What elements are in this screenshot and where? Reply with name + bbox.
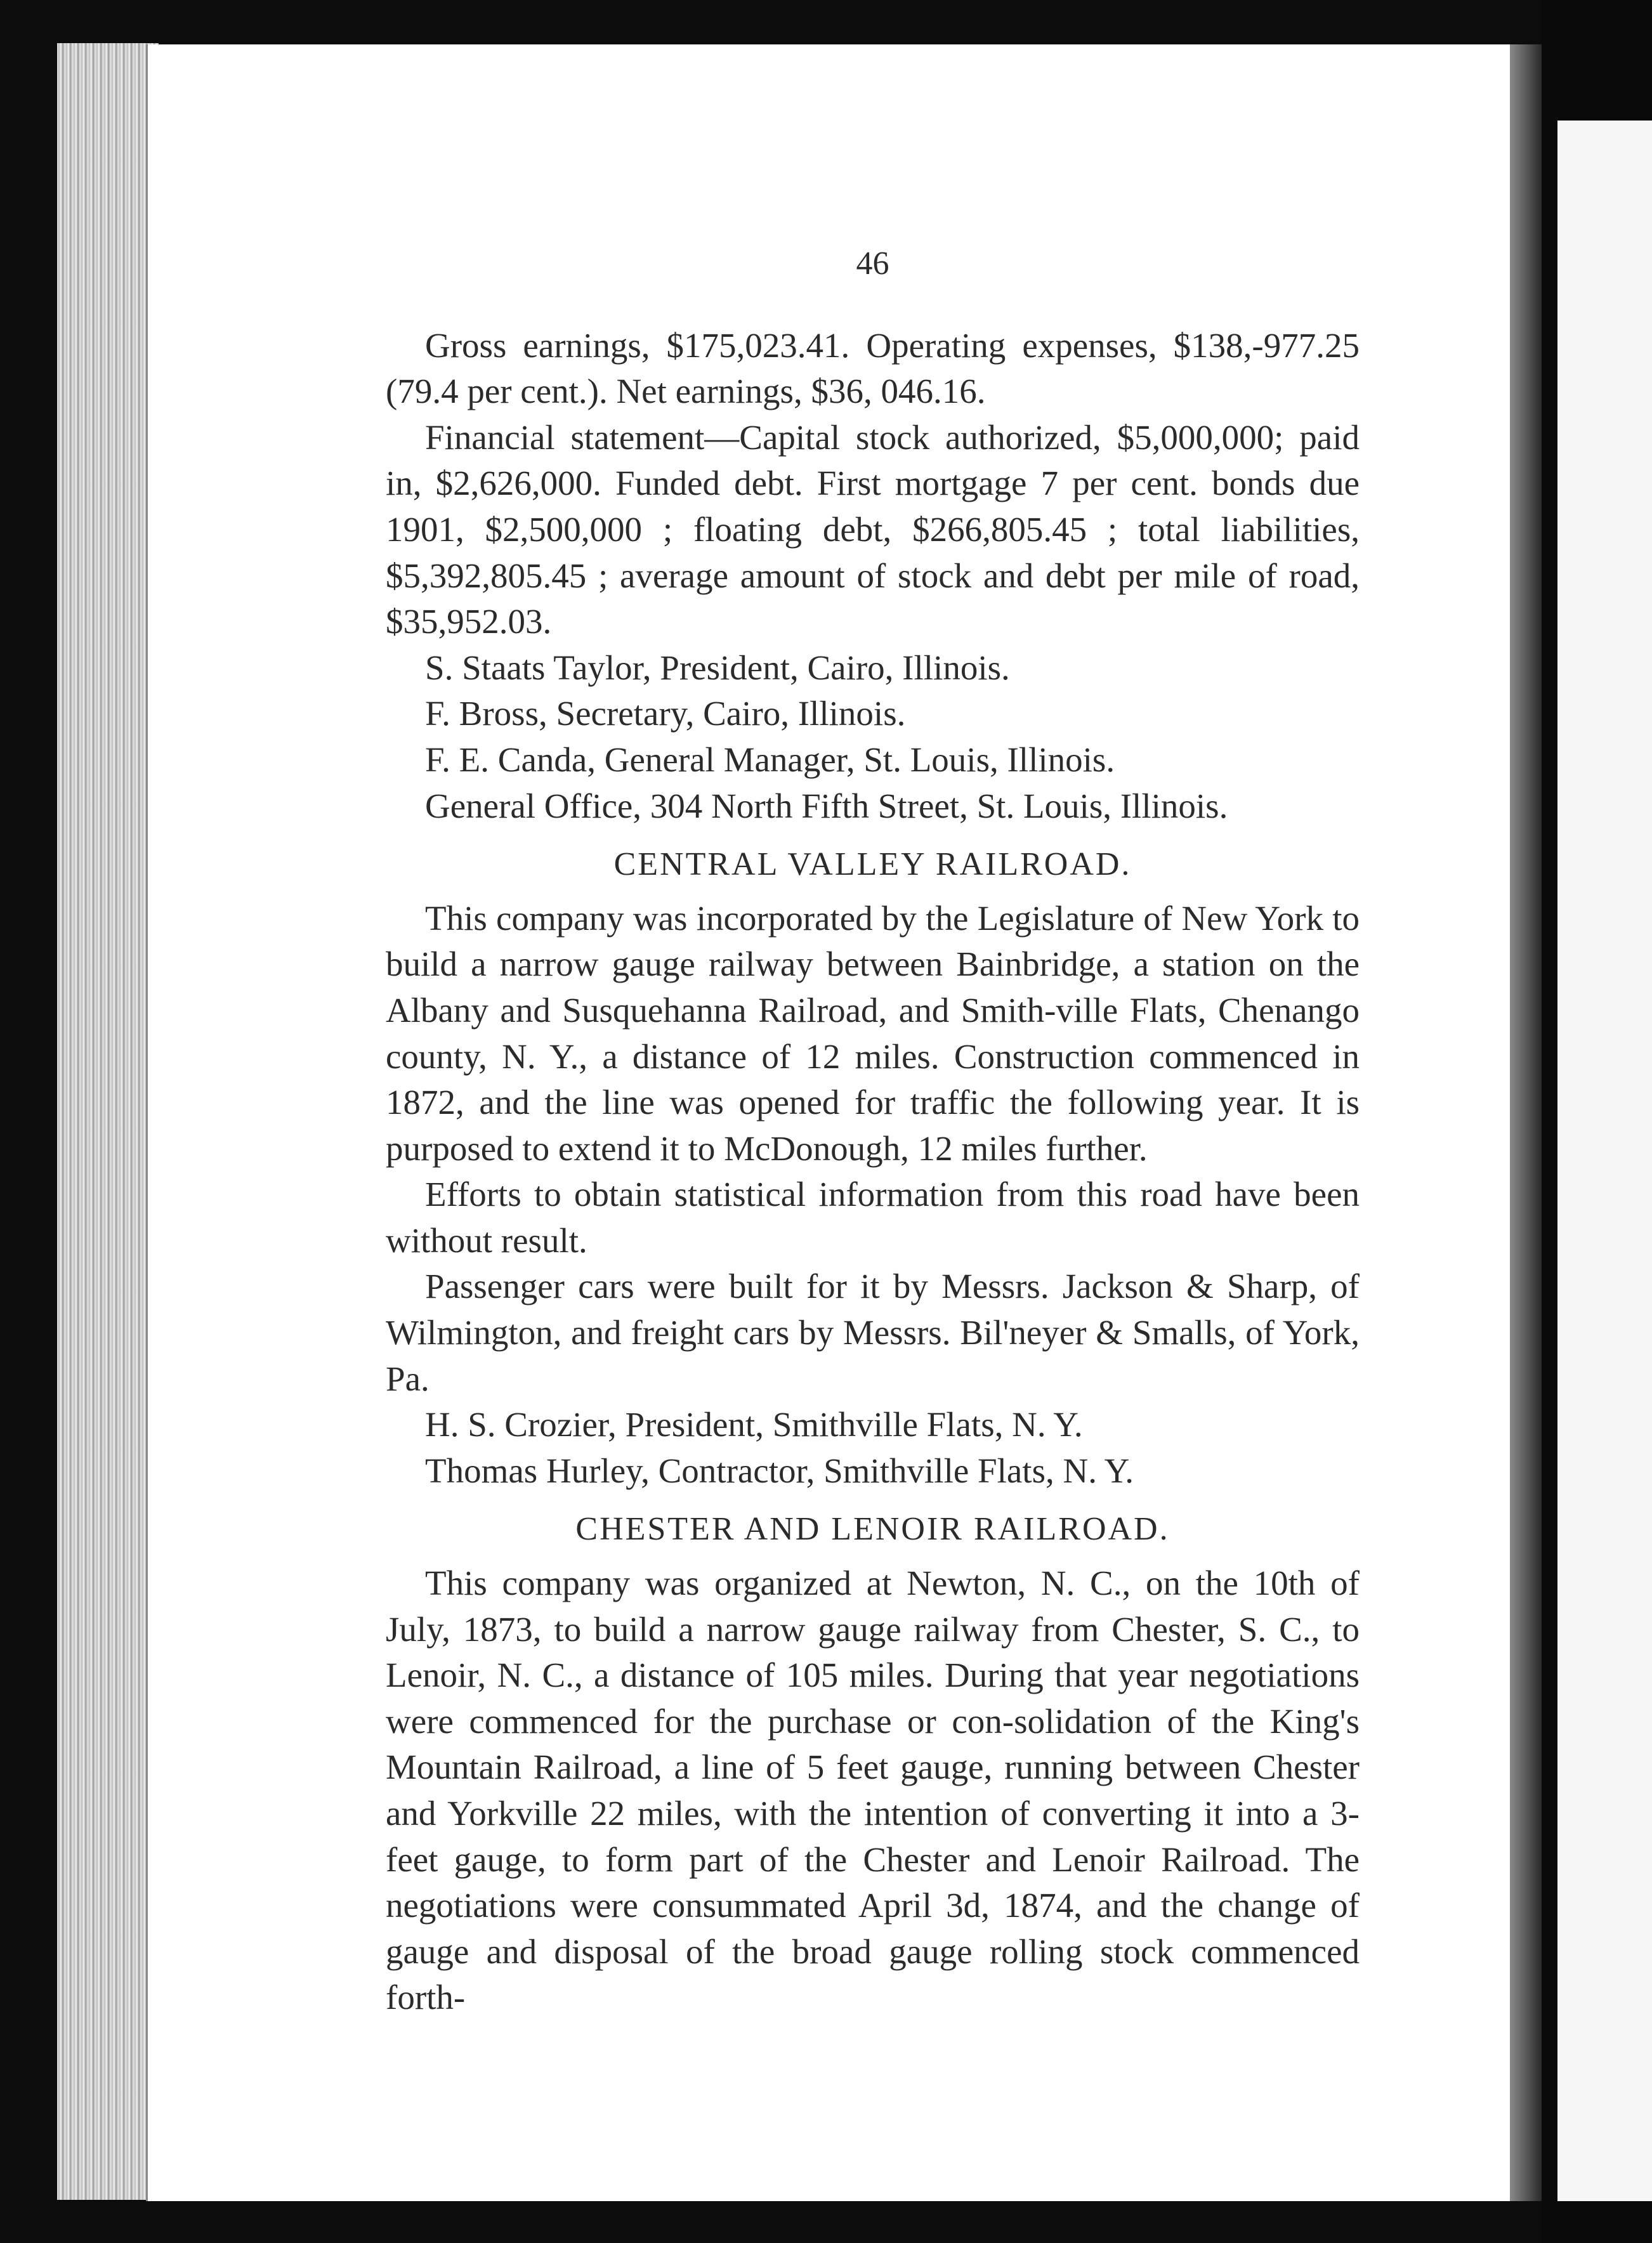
office-address-line: General Office, 304 North Fifth Street, St. Louis, Illinois. xyxy=(425,786,1228,825)
officer-line: Thomas Hurley, Contractor, Smithville Flats, N. Y. xyxy=(425,1451,1134,1490)
chester-lenoir-paragraph: This company was organized at Newton, N. C., on the 10th of July, 1873, to build a narrow gauge railway from Chester, S. C., to Lenoir, N. C., a distance of 105 miles. During that year negotiations were commenced for the purchase or con-solidation of the King's Mountain Railroad, a line of 5 feet gauge, running between Chester and Yorkville 22 miles, with the intention of converting it into a 3-feet gauge, to form part of the Chester and Lenoir Railroad. The negotiations were consummated April 3d, 1874, and the change of gauge and disposal of the broad gauge rolling stock commenced forth- xyxy=(386,1564,1360,2017)
facing-page-edge xyxy=(1557,121,1652,2201)
central-valley-paragraph: Efforts to obtain statistical information from this road have been without result. xyxy=(386,1175,1360,1260)
page-text xyxy=(386,241,1360,2021)
page-edges xyxy=(57,43,159,2200)
officer-line: S. Staats Taylor, President, Cairo, Illinois. xyxy=(425,648,1010,687)
section-heading-central-valley: CENTRAL VALLEY RAILROAD. xyxy=(613,846,1132,883)
earnings-paragraph: Gross earnings, $175,023.41. Operating expenses, $138,-977.25 (79.4 per cent.). Net earnings, $36, 046.16. xyxy=(386,325,1360,411)
page-number: 46 xyxy=(856,245,889,282)
officer-line: F. E. Canda, General Manager, St. Louis, Illinois. xyxy=(425,740,1115,779)
central-valley-paragraph: Passenger cars were built for it by Messrs. Jackson & Sharp, of Wilmington, and freight cars by Messrs. Bil'neyer & Smalls, of York, Pa. xyxy=(386,1267,1360,1398)
financial-statement-paragraph: Financial statement—Capital stock authorized, $5,000,000; paid in, $2,626,000. Funded debt. First mortgage 7 per cent. bonds due 1901, $2,500,000 ; floating debt, $266,805.45 ; total liabilities, $5,392,805.45 ; average amount of stock and debt per mile of road, $35,952.03. xyxy=(386,417,1360,641)
gutter-shadow xyxy=(1510,44,1542,2201)
section-heading-chester-lenoir: CHESTER AND LENOIR RAILROAD. xyxy=(575,1511,1170,1548)
central-valley-paragraph: This company was incorporated by the Legislature of New York to build a narrow gauge railway between Bainbridge, a station on the Albany and Susquehanna Railroad, and Smith-ville Flats, Chenango county, N. Y., a distance of 12 miles. Construction commenced in 1872, and the line was opened for traffic the following year. It is purposed to extend it to McDonough, 12 miles further. xyxy=(386,898,1360,1168)
officer-line: H. S. Crozier, President, Smithville Flats, N. Y. xyxy=(425,1405,1083,1444)
officer-line: F. Bross, Secretary, Cairo, Illinois. xyxy=(425,694,906,733)
